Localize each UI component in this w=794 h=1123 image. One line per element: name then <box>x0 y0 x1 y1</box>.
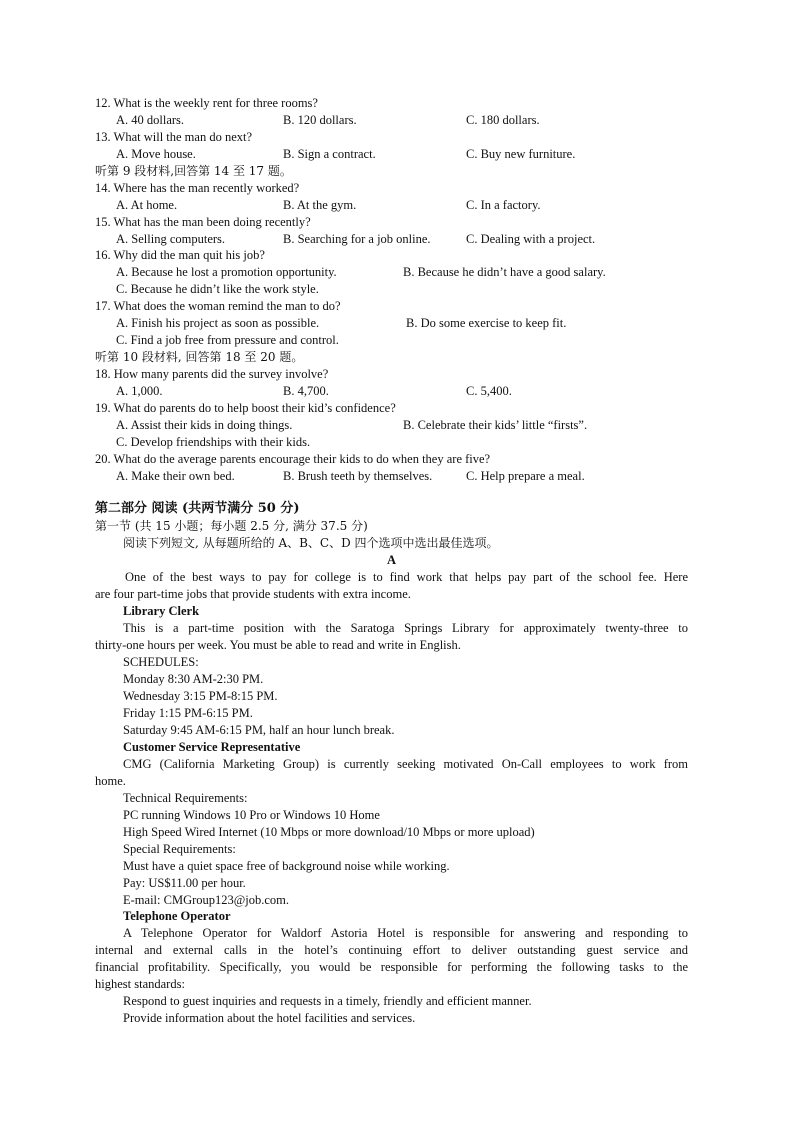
job-title-customer-service: Customer Service Representative <box>123 740 301 754</box>
passage-letter: A <box>386 553 397 567</box>
operator-desc-1: A Telephone Operator for Waldorf Astoria Hotel is responsible for answering and responding to <box>123 926 688 940</box>
schedules-label: SCHEDULES: <box>123 655 199 669</box>
option-13b: B. Sign a contract. <box>283 147 376 161</box>
option-16a: A. Because he lost a promotion opportunity. <box>116 265 337 279</box>
library-desc-2: thirty-one hours per week. You must be able to read and write in English. <box>95 638 461 652</box>
csr-desc-1: CMG (California Marketing Group) is currently seeking motivated On-Call employees to work from <box>123 757 688 771</box>
question-12: 12. What is the weekly rent for three rooms? <box>95 96 318 110</box>
option-19a: A. Assist their kids in doing things. <box>116 418 293 432</box>
option-20a: A. Make their own bed. <box>116 469 235 483</box>
operator-desc-3: financial profitability. Specifically, you would be responsible for performing the following tasks to the <box>95 960 688 974</box>
tech-requirement-2: High Speed Wired Internet (10 Mbps or more download/10 Mbps or more upload) <box>123 825 535 839</box>
operator-desc-2: internal and external calls in the hotel’s continuing effort to deliver outstanding guest service and <box>95 943 688 957</box>
option-13c: C. Buy new furniture. <box>466 147 576 161</box>
question-16: 16. Why did the man quit his job? <box>95 248 265 262</box>
operator-task-2: Provide information about the hotel facilities and services. <box>123 1011 416 1025</box>
question-14: 14. Where has the man recently worked? <box>95 181 300 195</box>
option-15a: A. Selling computers. <box>116 232 226 246</box>
option-12b: B. 120 dollars. <box>283 113 357 127</box>
question-19: 19. What do parents do to help boost their kid’s confidence? <box>95 401 396 415</box>
csr-email: E-mail: CMGroup123@job.com. <box>123 893 290 907</box>
instruction-passage-10: 听第 10 段材料, 回答第 18 至 20 题。 <box>95 350 304 364</box>
job-title-telephone-operator: Telephone Operator <box>123 909 231 923</box>
special-requirements-label: Special Requirements: <box>123 842 236 856</box>
question-17: 17. What does the woman remind the man to do? <box>95 299 341 313</box>
part2-title: 第二部分 阅读 (共两节满分 50 分) <box>95 501 300 516</box>
library-desc-1: This is a part-time position with the Saratoga Springs Library for approximately twenty-three to <box>123 621 688 635</box>
option-13a: A. Move house. <box>116 147 196 161</box>
question-15: 15. What has the man been doing recently? <box>95 215 311 229</box>
special-requirement-1: Must have a quiet space free of background noise while working. <box>123 859 450 873</box>
option-20c: C. Help prepare a meal. <box>466 469 585 483</box>
csr-desc-2: home. <box>95 774 126 788</box>
option-19b: B. Celebrate their kids’ little “firsts”. <box>403 418 588 432</box>
option-16b: B. Because he didn’t have a good salary. <box>403 265 606 279</box>
option-14c: C. In a factory. <box>466 198 541 212</box>
section1-heading: 第一节 (共 15 小题；每小题 2.5 分, 满分 37.5 分) <box>95 519 368 533</box>
option-15b: B. Searching for a job online. <box>283 232 431 246</box>
option-18c: C. 5,400. <box>466 384 512 398</box>
schedule-friday: Friday 1:15 PM-6:15 PM. <box>123 706 253 720</box>
option-12a: A. 40 dollars. <box>116 113 185 127</box>
option-20b: B. Brush teeth by themselves. <box>283 469 433 483</box>
option-14b: B. At the gym. <box>283 198 357 212</box>
job-title-library-clerk: Library Clerk <box>123 604 200 618</box>
instruction-passage-9: 听第 9 段材料,回答第 14 至 17 题。 <box>95 164 292 178</box>
tech-requirements-label: Technical Requirements: <box>123 791 248 805</box>
option-12c: C. 180 dollars. <box>466 113 540 127</box>
option-17b: B. Do some exercise to keep fit. <box>406 316 567 330</box>
option-17c: C. Find a job free from pressure and control. <box>116 333 339 347</box>
option-16c: C. Because he didn’t like the work style. <box>116 282 319 296</box>
question-13: 13. What will the man do next? <box>95 130 253 144</box>
option-14a: A. At home. <box>116 198 178 212</box>
operator-task-1: Respond to guest inquiries and requests in a timely, friendly and efficient manner. <box>123 994 532 1008</box>
reading-direction: 阅读下列短文, 从每题所给的 A、B、C、D 四个选项中选出最佳选项。 <box>123 536 499 550</box>
intro-line-2: are four part-time jobs that provide students with extra income. <box>95 587 411 601</box>
operator-desc-4: highest standards: <box>95 977 185 991</box>
schedule-saturday: Saturday 9:45 AM-6:15 PM, half an hour lunch break. <box>123 723 395 737</box>
option-19c: C. Develop friendships with their kids. <box>116 435 311 449</box>
question-20: 20. What do the average parents encourage their kids to do when they are five? <box>95 452 491 466</box>
option-18a: A. 1,000. <box>116 384 163 398</box>
question-18: 18. How many parents did the survey involve? <box>95 367 329 381</box>
option-15c: C. Dealing with a project. <box>466 232 596 246</box>
csr-pay: Pay: US$11.00 per hour. <box>123 876 246 890</box>
option-17a: A. Finish his project as soon as possible. <box>116 316 320 330</box>
intro-line-1: One of the best ways to pay for college is to find work that helps pay part of the school fee. Here <box>125 570 688 584</box>
option-18b: B. 4,700. <box>283 384 329 398</box>
schedule-wednesday: Wednesday 3:15 PM-8:15 PM. <box>123 689 278 703</box>
schedule-monday: Monday 8:30 AM-2:30 PM. <box>123 672 264 686</box>
tech-requirement-1: PC running Windows 10 Pro or Windows 10 Home <box>123 808 380 822</box>
